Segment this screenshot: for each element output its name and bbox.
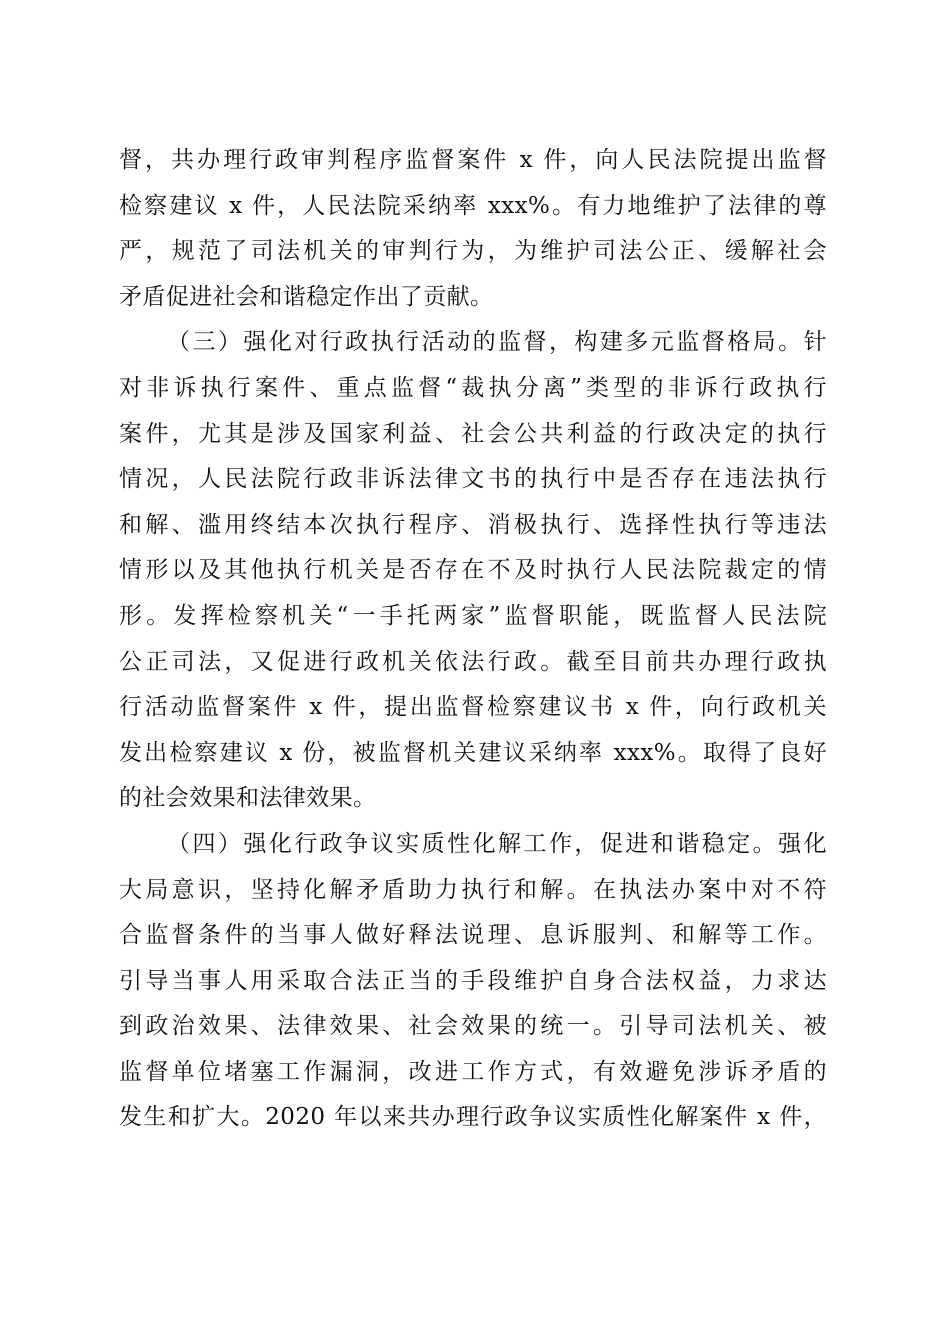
text-line: 大局意识，坚持化解矛盾助力执行和解。在执法办案中对不符 — [119, 876, 827, 903]
section-heading-line: （四）强化行政争议实质性化解工作，促进和谐稳定。强化 — [167, 830, 827, 857]
text-line: 和解、滥用终结本次执行程序、消极执行、选择性执行等违法 — [119, 511, 827, 538]
text-line: 公正司法，又促进行政机关依法行政。截至目前共办理行政执 — [119, 648, 827, 675]
text-line: 情况，人民法院行政非诉法律文书的执行中是否存在违法执行 — [119, 466, 827, 493]
text-line: 形。发挥检察机关“一手托两家”监督职能，既监督人民法院 — [119, 602, 827, 629]
text-line: 对非诉执行案件、重点监督“裁执分离”类型的非诉行政执行 — [119, 374, 827, 401]
text-line: 案件，尤其是涉及国家利益、社会公共利益的行政决定的执行 — [119, 420, 827, 447]
text-line: 监督单位堵塞工作漏洞，改进工作方式，有效避免涉诉矛盾的 — [119, 1058, 827, 1085]
text-line: 发出检察建议 x 份，被监督机关建议采纳率 xxx%。取得了良好 — [119, 739, 827, 766]
text-line: 发生和扩大。2020 年以来共办理行政争议实质性化解案件 x 件， — [119, 1104, 827, 1131]
text-line: 严，规范了司法机关的审判行为，为维护司法公正、缓解社会 — [119, 238, 827, 265]
text-line: 引导当事人用采取合法正当的手段维护自身合法权益，力求达 — [119, 967, 827, 994]
text-line: 矛盾促进社会和谐稳定作出了贡献。 — [119, 283, 494, 310]
text-line: 检察建议 x 件，人民法院采纳率 xxx%。有力地维护了法律的尊 — [119, 192, 827, 219]
document-body — [119, 138, 827, 1141]
text-line: 的社会效果和法律效果。 — [119, 785, 377, 812]
text-line: 到政治效果、法律效果、社会效果的统一。引导司法机关、被 — [119, 1013, 827, 1040]
text-line: 合监督条件的当事人做好释法说理、息诉服判、和解等工作。 — [119, 922, 827, 949]
text-line: 情形以及其他执行机关是否存在不及时执行人民法院裁定的情 — [119, 557, 827, 584]
text-line: 督，共办理行政审判程序监督案件 x 件，向人民法院提出监督 — [119, 147, 827, 173]
text-line: 行活动监督案件 x 件，提出监督检察建议书 x 件，向行政机关 — [119, 694, 827, 721]
section-heading-line: （三）强化对行政执行活动的监督，构建多元监督格局。针 — [167, 329, 827, 356]
